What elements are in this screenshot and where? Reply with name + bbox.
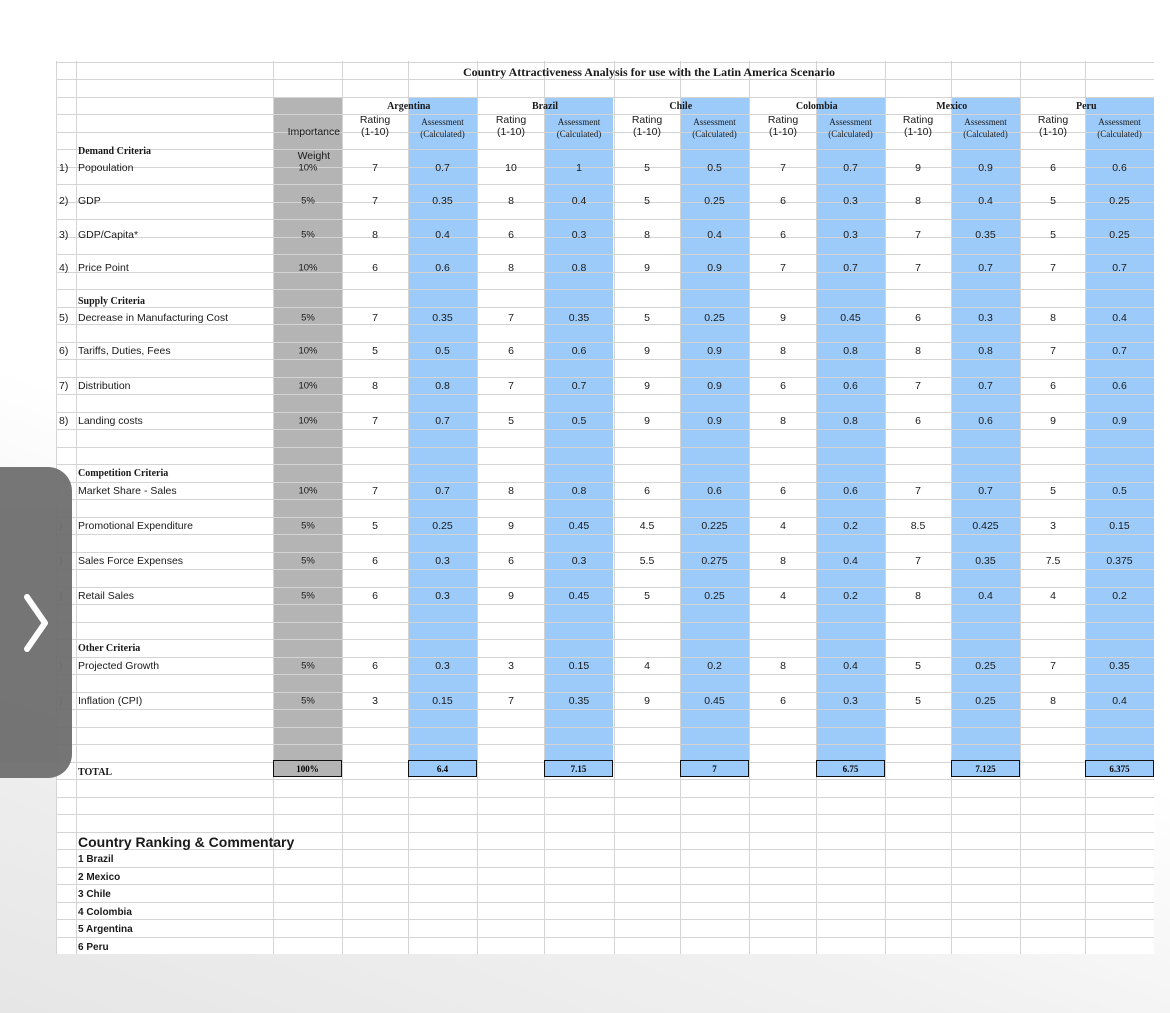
assessment-cell: 0.4: [1112, 694, 1127, 707]
rating-cell: 3: [508, 659, 514, 672]
rating-cell: 6: [508, 554, 514, 567]
assessment-cell: 0.25: [432, 519, 453, 532]
assessment-cell: 0.2: [707, 659, 722, 672]
rating-cell: 6: [780, 228, 786, 241]
assessment-header-3: Assessment (Calculated): [828, 117, 873, 139]
assessment-cell: 0.3: [843, 194, 858, 207]
rating-cell: 7: [915, 228, 921, 241]
assessment-cell: 0.7: [435, 484, 450, 497]
rating-cell: 8.5: [910, 519, 926, 532]
assessment-cell: 0.6: [843, 484, 858, 497]
rating-cell: 5: [644, 161, 650, 174]
rating-cell: 8: [780, 554, 786, 567]
rating-cell: 7: [915, 484, 921, 497]
rating-cell: 9: [644, 414, 650, 427]
assessment-cell: 0.375: [1106, 554, 1133, 567]
criterion-label: GDP: [78, 194, 101, 207]
assessment-cell: 0.25: [975, 659, 996, 672]
row-number: 1): [59, 161, 69, 174]
criterion-weight: 10%: [298, 415, 318, 427]
criterion-weight: 5%: [301, 590, 315, 602]
assessment-cell: 0.3: [571, 554, 587, 567]
rating-cell: 5: [372, 519, 378, 532]
country-name-brazil: Brazil: [531, 101, 559, 112]
assessment-cell: 1: [576, 161, 582, 174]
criterion-weight: 5%: [301, 312, 315, 324]
assessment-cell: 0.6: [707, 484, 722, 497]
assessment-cell: 0.25: [1109, 194, 1130, 207]
rating-cell: 5: [644, 194, 650, 207]
assessment-cell: 0.35: [1109, 659, 1130, 672]
assessment-cell: 0.4: [843, 659, 858, 672]
assessment-header-2: Assessment (Calculated): [692, 117, 737, 139]
total-weight: 100%: [273, 760, 342, 777]
assessment-cell: 0.9: [978, 161, 993, 174]
criterion-weight: 10%: [298, 345, 318, 357]
rating-cell: 8: [780, 414, 786, 427]
assessment-header-4: Assessment (Calculated): [963, 117, 1008, 139]
rating-cell: 7: [915, 554, 921, 567]
rating-cell: 7: [372, 484, 378, 497]
assessment-cell: 0.3: [843, 694, 858, 707]
rating-cell: 4: [1050, 589, 1056, 602]
rating-cell: 7: [915, 261, 921, 274]
assessment-cell: 0.25: [704, 311, 725, 324]
rating-cell: 6: [1050, 379, 1056, 392]
total-colombia: 6.75: [816, 760, 885, 777]
section-title-competition: Competition Criteria: [78, 468, 169, 479]
assessment-header-0: Assessment (Calculated): [420, 117, 465, 139]
rating-cell: 6: [508, 344, 514, 357]
assessment-cell: 0.3: [571, 228, 587, 241]
row-number: 5): [59, 311, 69, 324]
assessment-cell: 0.3: [435, 589, 450, 602]
rating-cell: 5: [508, 414, 514, 427]
assessment-cell: 0.4: [843, 554, 858, 567]
rating-cell: 7: [508, 379, 514, 392]
rating-cell: 5: [915, 659, 921, 672]
rating-cell: 4.5: [639, 519, 655, 532]
rating-cell: 6: [915, 311, 921, 324]
assessment-cell: 0.7: [435, 161, 450, 174]
rating-cell: 4: [780, 519, 786, 532]
rating-header-2: Rating (1-10): [631, 114, 663, 138]
assessment-cell: 0.5: [1112, 484, 1127, 497]
criterion-label: Sales Force Expenses: [78, 554, 184, 567]
criterion-label: GDP/Capita*: [78, 228, 139, 241]
rating-cell: 3: [1050, 519, 1056, 532]
assessment-cell: 0.6: [435, 261, 450, 274]
rating-cell: 8: [372, 379, 378, 392]
assessment-cell: 0.15: [432, 694, 453, 707]
assessment-cell: 0.7: [843, 161, 858, 174]
criterion-weight: 5%: [301, 229, 315, 241]
assessment-cell: 0.15: [568, 659, 590, 672]
rating-cell: 7: [1050, 344, 1056, 357]
criterion-weight: 10%: [298, 485, 318, 497]
assessment-header-1: Assessment (Calculated): [556, 117, 602, 139]
rating-cell: 9: [508, 519, 514, 532]
rating-cell: 4: [780, 589, 786, 602]
assessment-cell: 0.3: [435, 659, 450, 672]
rating-cell: 5.5: [639, 554, 655, 567]
criterion-label: Price Point: [78, 261, 129, 274]
ranking-item: 1 Brazil: [78, 854, 114, 865]
ranking-item: 4 Colombia: [78, 906, 132, 918]
rating-cell: 5: [915, 694, 921, 707]
rating-cell: 7: [372, 194, 378, 207]
section-title-demand: Demand Criteria: [78, 146, 152, 157]
assessment-cell: 0.9: [707, 344, 722, 357]
rating-cell: 8: [644, 228, 650, 241]
rating-cell: 3: [372, 694, 378, 707]
assessment-cell: 0.8: [571, 484, 587, 497]
rating-cell: 8: [372, 228, 378, 241]
assessment-cell: 0.4: [1112, 311, 1127, 324]
rating-cell: 6: [1050, 161, 1056, 174]
assessment-cell: 0.7: [571, 379, 587, 392]
assessment-cell: 0.275: [701, 554, 728, 567]
assessment-cell: 0.35: [975, 554, 996, 567]
criterion-weight: 10%: [298, 262, 318, 274]
assessment-cell: 0.5: [707, 161, 722, 174]
rating-cell: 6: [508, 228, 514, 241]
row-number: 8): [59, 414, 69, 427]
rating-cell: 4: [644, 659, 650, 672]
country-name-chile: Chile: [669, 101, 693, 112]
rating-cell: 8: [508, 194, 514, 207]
assessment-cell: 0.4: [978, 194, 993, 207]
assessment-cell: 0.45: [840, 311, 861, 324]
criterion-weight: 5%: [301, 660, 315, 672]
assessment-cell: 0.5: [571, 414, 587, 427]
rating-cell: 7: [780, 161, 786, 174]
assessment-cell: 0.45: [568, 589, 590, 602]
assessment-cell: 0.35: [568, 311, 590, 324]
rating-header-0: Rating (1-10): [359, 114, 391, 138]
total-mexico: 7.125: [951, 760, 1020, 777]
ranking-item: 6 Peru: [78, 941, 109, 953]
criterion-weight: 10%: [298, 380, 318, 392]
importance-header-line2: Weight: [297, 150, 331, 162]
rating-cell: 8: [780, 344, 786, 357]
country-name-peru: Peru: [1075, 101, 1097, 112]
rating-cell: 7: [915, 379, 921, 392]
assessment-cell: 0.3: [435, 554, 450, 567]
rating-cell: 5: [1050, 228, 1056, 241]
criterion-label: Popoulation: [78, 161, 134, 174]
assessment-cell: 0.8: [843, 344, 858, 357]
rating-header-5: Rating (1-10): [1037, 114, 1069, 138]
assessment-cell: 0.7: [1112, 261, 1127, 274]
ranking-item: 3 Chile: [78, 889, 111, 900]
ranking-item: 2 Mexico: [78, 871, 121, 883]
rating-cell: 7: [372, 414, 378, 427]
assessment-cell: 0.6: [1112, 161, 1127, 174]
assessment-cell: 0.6: [978, 414, 993, 427]
assessment-cell: 0.35: [432, 311, 453, 324]
rating-cell: 9: [508, 589, 514, 602]
rating-cell: 7: [508, 311, 514, 324]
assessment-header-5: Assessment (Calculated): [1097, 117, 1142, 139]
criterion-label: Tariffs, Duties, Fees: [78, 344, 171, 357]
rating-cell: 6: [644, 484, 650, 497]
criterion-weight: 5%: [301, 695, 315, 707]
assessment-cell: 0.6: [571, 344, 587, 357]
assessment-cell: 0.8: [435, 379, 450, 392]
rating-header-1: Rating (1-10): [495, 114, 527, 138]
rating-cell: 7: [1050, 659, 1056, 672]
row-number: 4): [59, 261, 69, 274]
criterion-weight: 10%: [298, 162, 318, 174]
criterion-label: Projected Growth: [78, 659, 160, 672]
section-title-other: Other Criteria: [78, 643, 141, 654]
assessment-cell: 0.25: [975, 694, 996, 707]
criterion-weight: 5%: [301, 195, 315, 207]
criterion-weight: 5%: [301, 555, 315, 567]
assessment-cell: 0.4: [978, 589, 993, 602]
assessment-cell: 0.7: [435, 414, 450, 427]
rating-cell: 7: [780, 261, 786, 274]
rating-cell: 7: [372, 161, 378, 174]
rating-cell: 8: [1050, 694, 1056, 707]
assessment-cell: 0.6: [843, 379, 858, 392]
assessment-cell: 0.25: [1109, 228, 1130, 241]
criterion-label: Promotional Expenditure: [78, 519, 193, 532]
rating-cell: 6: [372, 554, 378, 567]
assessment-cell: 0.225: [701, 519, 728, 532]
rating-cell: 8: [915, 194, 921, 207]
assessment-cell: 0.8: [978, 344, 993, 357]
sheet-title: Country Attractiveness Analysis for use with the Latin America Scenario: [462, 65, 836, 79]
assessment-cell: 0.35: [568, 694, 590, 707]
criterion-label: Landing costs: [78, 414, 143, 427]
rating-cell: 6: [372, 261, 378, 274]
side-panel-toggle[interactable]: [0, 467, 72, 778]
assessment-cell: 0.7: [978, 484, 993, 497]
rating-cell: 9: [644, 694, 650, 707]
country-name-colombia: Colombia: [795, 101, 838, 112]
spreadsheet: [56, 61, 1154, 954]
rating-header-4: Rating (1-10): [902, 114, 934, 138]
importance-header-line1: Importance: [287, 126, 341, 138]
rating-cell: 8: [508, 261, 514, 274]
rating-cell: 6: [372, 589, 378, 602]
row-number: 3): [59, 228, 69, 241]
row-number: 6): [59, 344, 69, 357]
rating-cell: 8: [915, 589, 921, 602]
assessment-cell: 0.8: [571, 261, 587, 274]
assessment-cell: 0.3: [843, 228, 858, 241]
assessment-cell: 0.7: [978, 379, 993, 392]
assessment-cell: 0.8: [843, 414, 858, 427]
rating-cell: 9: [780, 311, 786, 324]
row-number: 7): [59, 379, 69, 392]
assessment-cell: 0.6: [1112, 379, 1127, 392]
rating-cell: 6: [915, 414, 921, 427]
assessment-cell: 0.4: [707, 228, 722, 241]
rating-cell: 5: [1050, 484, 1056, 497]
criterion-label: Inflation (CPI): [78, 694, 143, 707]
criterion-weight: 5%: [301, 520, 315, 532]
rating-cell: 6: [780, 194, 786, 207]
criterion-label: Market Share - Sales: [78, 484, 177, 497]
rating-cell: 5: [372, 344, 378, 357]
criterion-label: Decrease in Manufacturing Cost: [78, 311, 228, 324]
rating-cell: 6: [780, 379, 786, 392]
rating-cell: 9: [1050, 414, 1056, 427]
rating-cell: 7: [1050, 261, 1056, 274]
assessment-cell: 0.7: [1112, 344, 1127, 357]
rating-cell: 5: [644, 311, 650, 324]
assessment-cell: 0.9: [707, 379, 722, 392]
rating-cell: 6: [780, 484, 786, 497]
rating-cell: 7: [372, 311, 378, 324]
assessment-cell: 0.7: [978, 261, 993, 274]
assessment-cell: 0.2: [843, 589, 858, 602]
ranking-title: Country Ranking & Commentary: [78, 834, 295, 850]
assessment-cell: 0.9: [707, 414, 722, 427]
rating-cell: 7.5: [1045, 554, 1061, 567]
rating-cell: 6: [780, 694, 786, 707]
assessment-cell: 0.9: [1112, 414, 1127, 427]
rating-cell: 8: [915, 344, 921, 357]
total-chile: 7: [680, 760, 749, 777]
total-brazil: 7.15: [544, 760, 613, 777]
chevron-right-icon: [21, 593, 51, 653]
ranking-item: 5 Argentina: [78, 924, 133, 935]
assessment-cell: 0.25: [704, 194, 725, 207]
rating-header-3: Rating (1-10): [767, 114, 799, 138]
rating-cell: 8: [508, 484, 514, 497]
section-title-supply: Supply Criteria: [78, 296, 145, 307]
total-label: TOTAL: [78, 767, 113, 778]
assessment-cell: 0.45: [704, 694, 725, 707]
assessment-cell: 0.4: [571, 194, 587, 207]
rating-cell: 9: [915, 161, 921, 174]
assessment-cell: 0.35: [975, 228, 996, 241]
rating-cell: 9: [644, 261, 650, 274]
assessment-cell: 0.5: [435, 344, 450, 357]
rating-cell: 8: [1050, 311, 1056, 324]
rating-cell: 10: [505, 161, 517, 174]
assessment-cell: 0.2: [843, 519, 858, 532]
assessment-cell: 0.425: [972, 519, 999, 532]
assessment-cell: 0.9: [707, 261, 722, 274]
country-name-argentina: Argentina: [387, 101, 431, 112]
rating-cell: 9: [644, 344, 650, 357]
assessment-cell: 0.45: [568, 519, 590, 532]
criterion-label: Retail Sales: [78, 589, 135, 602]
total-argentina: 6.4: [408, 760, 477, 777]
row-number: 2): [59, 194, 69, 207]
assessment-cell: 0.35: [432, 194, 453, 207]
assessment-cell: 0.15: [1109, 519, 1130, 532]
criterion-label: Distribution: [78, 379, 131, 392]
total-peru: 6.375: [1085, 760, 1154, 777]
rating-cell: 5: [1050, 194, 1056, 207]
rating-cell: 5: [644, 589, 650, 602]
country-name-mexico: Mexico: [936, 101, 968, 112]
assessment-cell: 0.3: [978, 311, 993, 324]
assessment-cell: 0.4: [435, 228, 450, 241]
rating-cell: 9: [644, 379, 650, 392]
rating-cell: 8: [780, 659, 786, 672]
rating-cell: 6: [372, 659, 378, 672]
rating-cell: 7: [508, 694, 514, 707]
assessment-cell: 0.7: [843, 261, 858, 274]
assessment-cell: 0.25: [704, 589, 725, 602]
assessment-cell: 0.2: [1112, 589, 1127, 602]
